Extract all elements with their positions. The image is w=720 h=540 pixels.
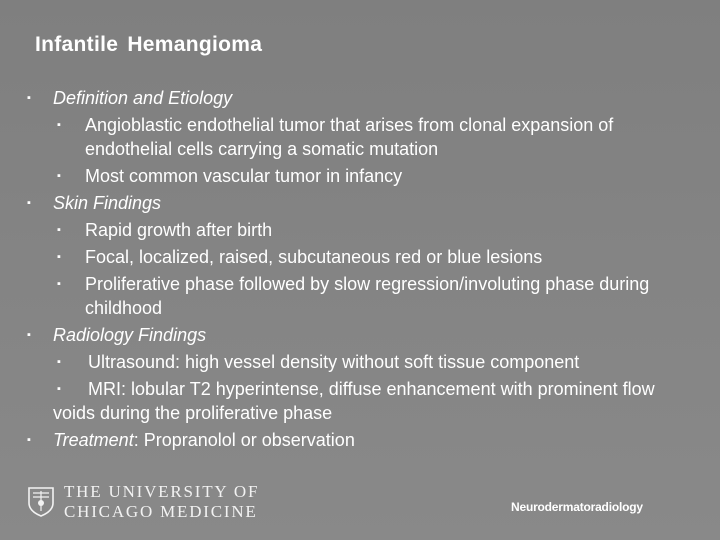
bullet-marker: ▪ [27, 197, 31, 209]
bullet-marker: ▪ [57, 119, 61, 131]
bullet-treatment [0, 428, 690, 452]
bullet-skin [0, 191, 690, 215]
bullet-marker: ▪ [27, 92, 31, 104]
bullet-radiology [0, 323, 690, 347]
footer-department: Neurodermatoradiology [511, 500, 643, 514]
logo-line-2: CHICAGO MEDICINE [64, 502, 258, 521]
logo-line-1: THE UNIVERSITY OF [64, 482, 260, 501]
bullet-marker: ▪ [27, 329, 31, 341]
university-logo [28, 482, 259, 522]
bullet-marker: ▪ [57, 170, 61, 182]
sub-bullet-text: Rapid growth after birth [85, 220, 273, 240]
bullet-marker: ▪ [57, 356, 61, 368]
heading-definition: Definition and Etiology [53, 88, 233, 108]
sub-bullet-text: Proliferative phase followed by slow regression/involuting phase during childhood [85, 274, 650, 318]
logo-text [64, 482, 259, 522]
sub-bullet [0, 350, 690, 374]
sub-bullet-text: Angioblastic endothelial tumor that arises from clonal expansion of endothelial cells carrying a somatic mutation [85, 115, 614, 159]
slide-title: Infantile Hemangioma [35, 33, 263, 56]
sub-bullet-text: Most common vascular tumor in infancy [85, 166, 403, 186]
sub-bullet [0, 377, 690, 425]
bullet-marker: ▪ [57, 251, 61, 263]
heading-skin: Skin Findings [53, 193, 162, 213]
bullet-definition [0, 86, 690, 110]
sub-bullet-text: Ultrasound: high vessel density without soft tissue component [88, 352, 580, 372]
bullet-marker: ▪ [57, 224, 61, 236]
sub-bullet [0, 113, 690, 161]
bullet-marker: ▪ [57, 383, 61, 395]
bullet-marker: ▪ [27, 434, 31, 446]
sub-bullet [0, 164, 690, 188]
heading-treatment: Treatment [53, 430, 134, 450]
sub-bullet [0, 272, 690, 320]
sub-bullet-text: Focal, localized, raised, subcutaneous red or blue lesions [85, 247, 543, 267]
sub-bullet [0, 245, 690, 269]
sub-bullet-text: MRI: lobular T2 hyperintense, diffuse enhancement with prominent flow voids during the proliferative phase [53, 379, 655, 423]
heading-radiology: Radiology Findings [53, 325, 207, 345]
sub-bullet [0, 218, 690, 242]
shield-icon [28, 487, 54, 517]
bullet-marker: ▪ [57, 278, 61, 290]
slide-body [0, 86, 690, 455]
treatment-text: : Propranolol or observation [133, 430, 355, 450]
